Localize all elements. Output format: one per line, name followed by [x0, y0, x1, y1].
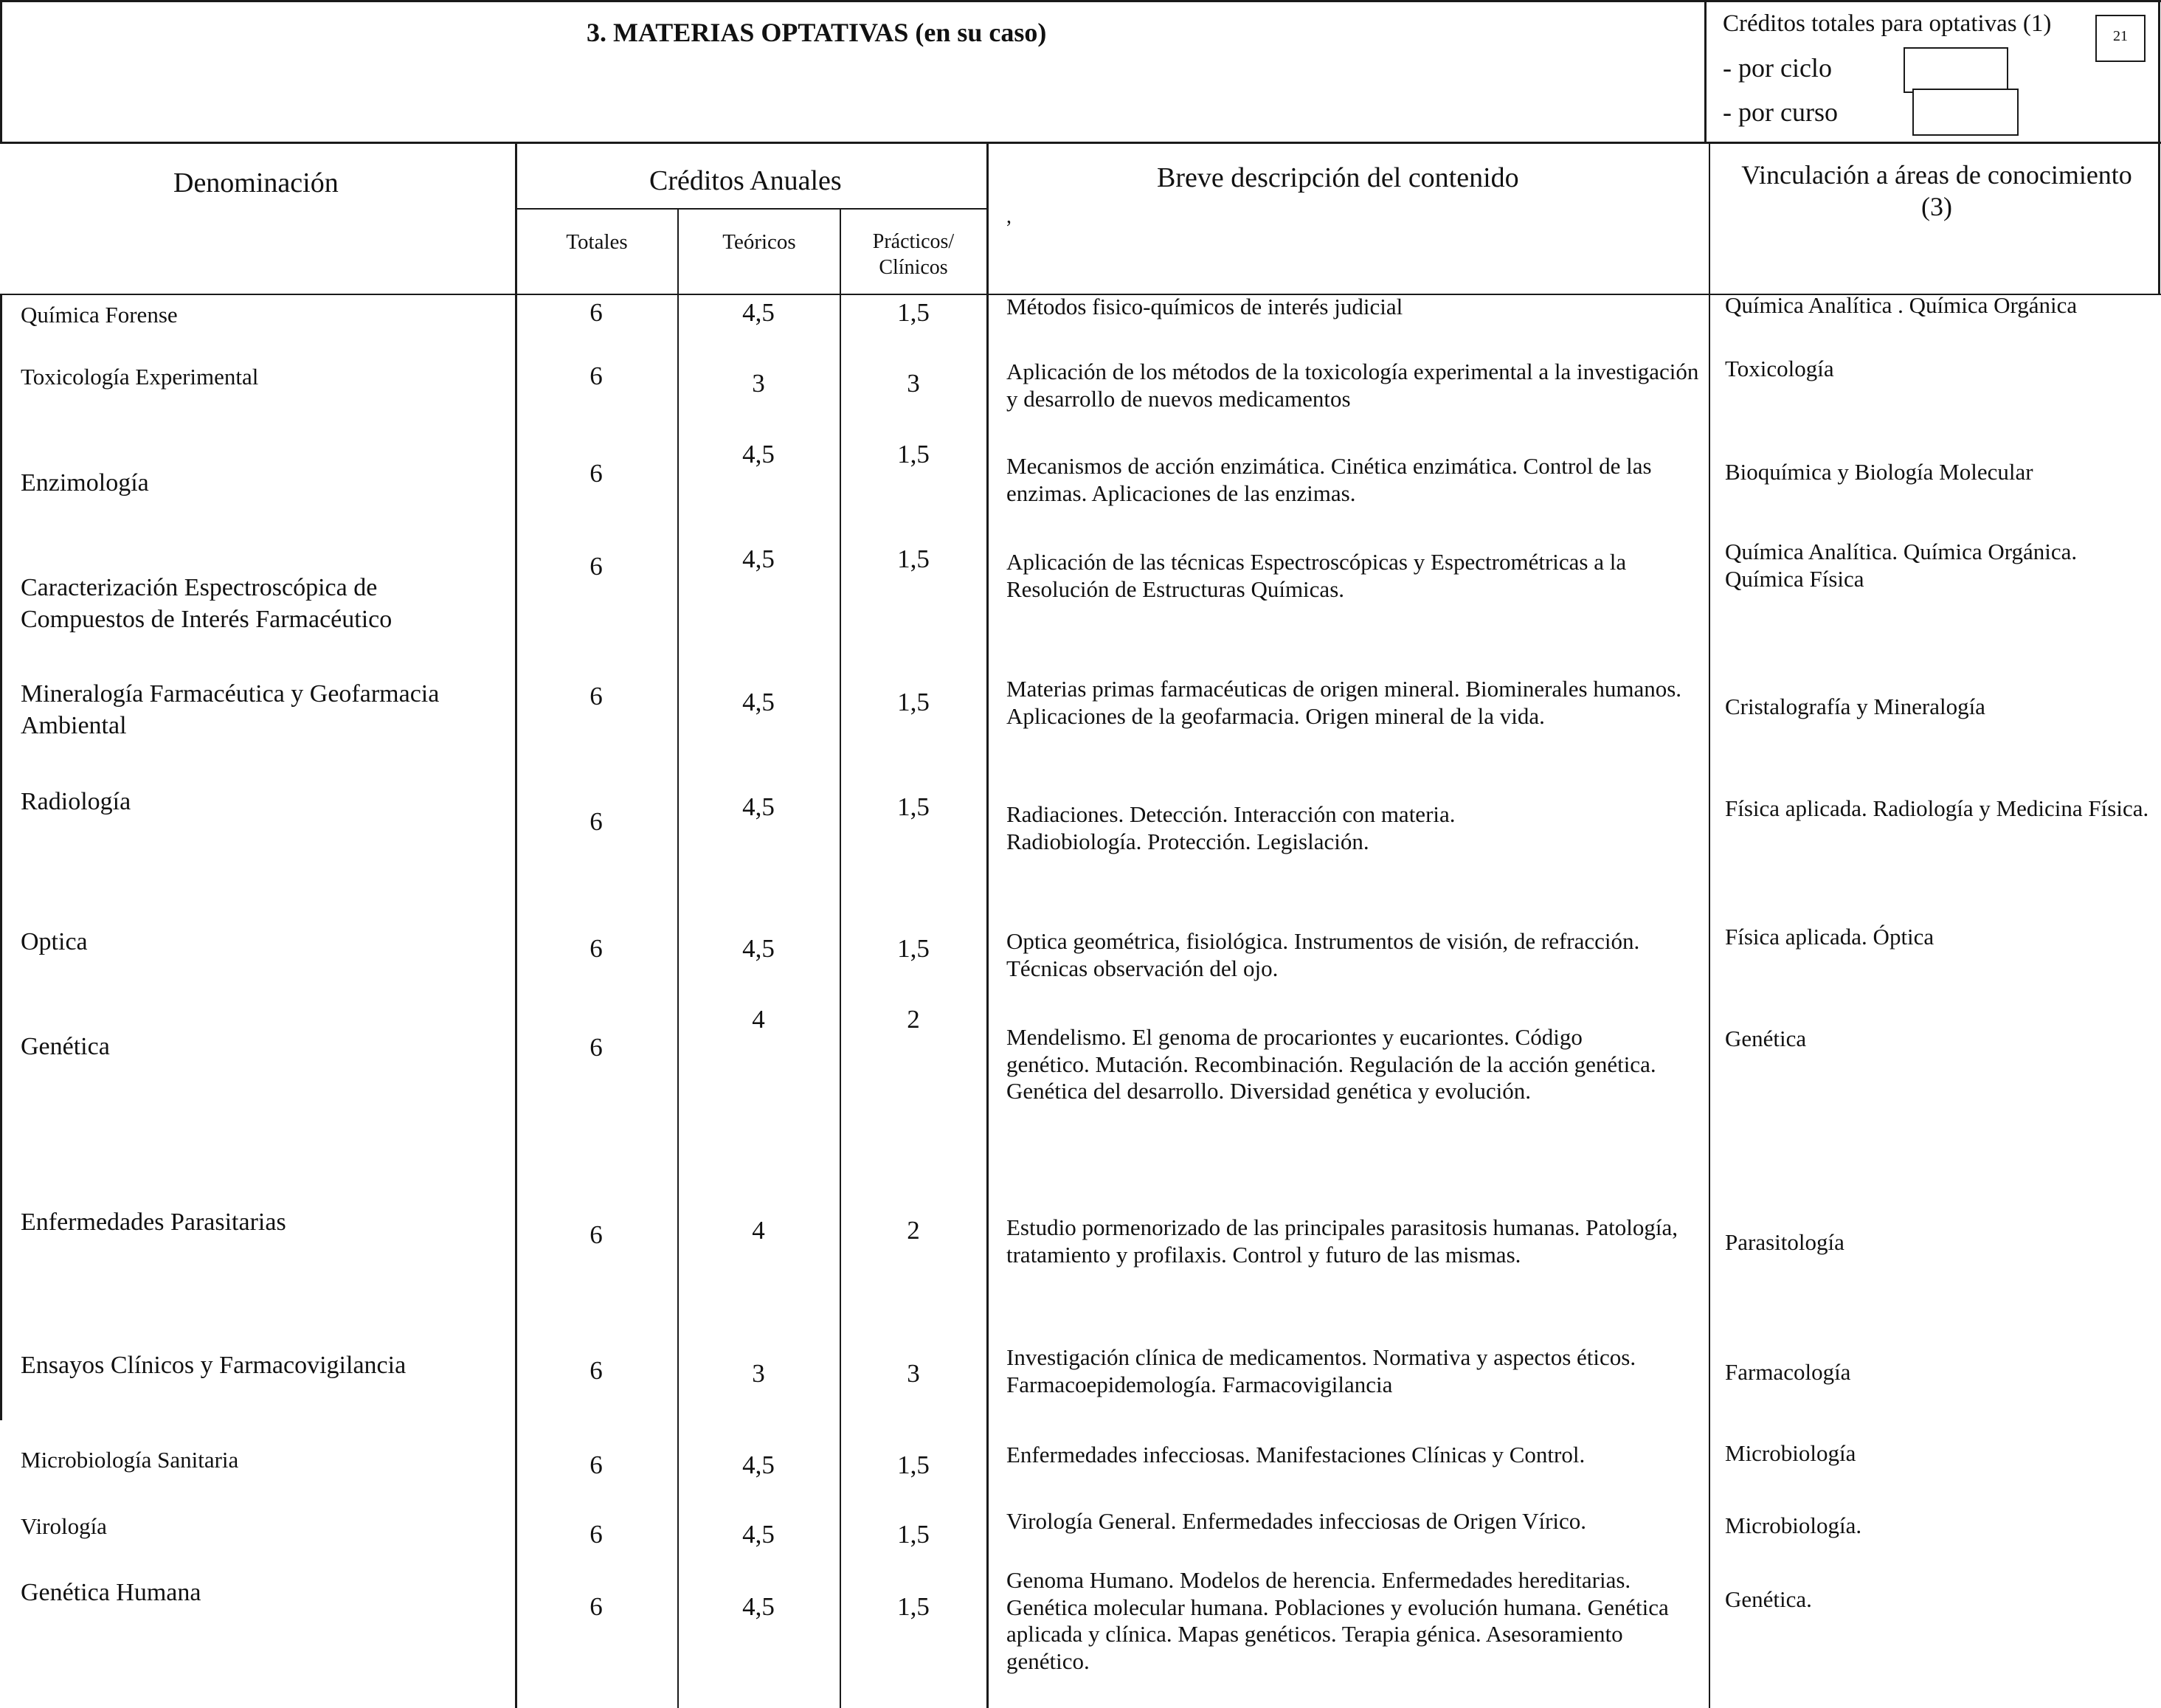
- row-7-teoricos: 4,5: [742, 934, 775, 963]
- row-12-descripcion: Virología General. Enfermedades infecciosas de Origen Vírico.: [1006, 1508, 1587, 1534]
- row-9-teoricos: 4: [752, 1216, 765, 1245]
- col-header-descripcion: Breve descripción del contenido: [1157, 162, 1519, 193]
- row-1-teoricos: 4,5: [742, 298, 775, 327]
- row-10-practicos: 3: [907, 1359, 920, 1388]
- col-header-vinculacion: [1719, 159, 2154, 223]
- row-8-practicos: 2: [907, 1005, 920, 1034]
- row-5-totales: 6: [589, 682, 603, 710]
- row-3-teoricos: 4,5: [742, 440, 775, 469]
- col-header-teoricos: Teóricos: [722, 230, 796, 254]
- row-1-name: Química Forense: [21, 302, 178, 328]
- row-8-name: Genética: [21, 1033, 110, 1060]
- credits-total-label: Créditos totales para optativas (1): [1723, 10, 2052, 37]
- col-header-denominacion: Denominación: [173, 167, 339, 198]
- left-border-lower: [0, 295, 2, 1420]
- row-5-area: Cristalografía y Mineralogía: [1725, 694, 1985, 719]
- row-13-area: Genética.: [1725, 1586, 1812, 1612]
- row-8-totales: 6: [589, 1033, 603, 1062]
- row-3-area: Bioquímica y Biología Molecular: [1725, 459, 2033, 485]
- creditos-anuales-rule: [515, 208, 987, 210]
- row-12-practicos: 1,5: [897, 1520, 930, 1549]
- row-4-teoricos: 4,5: [742, 544, 775, 573]
- stray-mark: ,: [1006, 205, 1012, 228]
- row-11-area: Microbiología: [1725, 1440, 1856, 1466]
- row-2-name: Toxicología Experimental: [21, 364, 259, 390]
- row-12-totales: 6: [589, 1520, 603, 1549]
- row-7-practicos: 1,5: [897, 934, 930, 963]
- row-13-descripcion: Genoma Humano. Modelos de herencia. Enfermedades hereditarias. Genética molecular humana. Poblaciones y evolución humana. Genética aplicada y clínica. Mapas genéticos. Terapia génica. Asesoramiento genético.: [1006, 1567, 1669, 1674]
- header-bottom-line: [0, 142, 2161, 144]
- row-2-practicos: 3: [907, 369, 920, 398]
- row-7-totales: 6: [589, 934, 603, 963]
- row-5-practicos: 1,5: [897, 688, 930, 716]
- row-2-teoricos: 3: [752, 369, 765, 398]
- row-4-descripcion: Aplicación de las técnicas Espectroscópicas y Espectrométricas a la Resolución de Estructuras Químicas.: [1006, 549, 1627, 602]
- row-4-practicos: 1,5: [897, 544, 930, 573]
- row-10-area: Farmacología: [1725, 1359, 1851, 1385]
- row-2-descripcion: Aplicación de los métodos de la toxicología experimental a la investigación y desarrollo de nuevos medicamentos: [1006, 359, 1699, 412]
- row-1-descripcion: Métodos fisico-químicos de interés judicial: [1006, 294, 1403, 319]
- row-6-totales: 6: [589, 807, 603, 836]
- row-7-name: Optica: [21, 928, 88, 955]
- row-10-name: Ensayos Clínicos y Farmacovigilancia: [21, 1352, 407, 1379]
- col-header-creditos-anuales: Créditos Anuales: [649, 165, 842, 196]
- left-border-top: [0, 0, 2, 142]
- top-border: [0, 0, 2161, 2]
- row-4-area: Química Analítica. Química Orgánica. Química Física: [1725, 539, 2078, 592]
- col-line-2: [677, 208, 679, 1708]
- row-2-area: Toxicología: [1725, 356, 1834, 381]
- row-11-totales: 6: [589, 1451, 603, 1479]
- row-6-teoricos: 4,5: [742, 792, 775, 821]
- row-13-teoricos: 4,5: [742, 1592, 775, 1621]
- row-1-totales: 6: [589, 298, 603, 327]
- row-11-teoricos: 4,5: [742, 1451, 775, 1479]
- row-7-descripcion: Optica geométrica, fisiológica. Instrumentos de visión, de refracción. Técnicas observación del ojo.: [1006, 928, 1640, 981]
- header-divider-vertical: [1704, 0, 1707, 142]
- row-8-teoricos: 4: [752, 1005, 765, 1034]
- row-10-teoricos: 3: [752, 1359, 765, 1388]
- row-11-practicos: 1,5: [897, 1451, 930, 1479]
- row-9-descripcion: Estudio pormenorizado de las principales parasitosis humanas. Patología, tratamiento y profilaxis. Control y futuro de las mismas.: [1006, 1214, 1678, 1268]
- col-header-totales: Totales: [566, 230, 628, 254]
- row-12-area: Microbiología.: [1725, 1512, 1862, 1538]
- row-3-totales: 6: [589, 459, 603, 488]
- row-7-area: Física aplicada. Óptica: [1725, 924, 1934, 950]
- credits-total-box: [2095, 15, 2146, 62]
- col-header-practicos: Prácticos/ Clínicos: [872, 230, 955, 279]
- row-12-name: Virología: [21, 1513, 107, 1539]
- row-9-practicos: 2: [907, 1216, 920, 1245]
- col-line-5: [1709, 142, 1710, 1708]
- row-6-descripcion: Radiaciones. Detección. Interacción con materia. Radiobiología. Protección. Legislación.: [1006, 801, 1456, 854]
- por-ciclo-label: - por ciclo: [1723, 53, 1832, 83]
- row-6-practicos: 1,5: [897, 792, 930, 821]
- row-8-area: Genética: [1725, 1026, 1807, 1051]
- row-1-practicos: 1,5: [897, 298, 930, 327]
- row-10-totales: 6: [589, 1356, 603, 1385]
- row-12-teoricos: 4,5: [742, 1520, 775, 1549]
- row-11-name: Microbiología Sanitaria: [21, 1447, 239, 1473]
- col-line-1: [515, 142, 517, 1708]
- col-header-vinculacion-note: (3): [1921, 192, 1952, 222]
- por-curso-label: - por curso: [1723, 97, 1838, 127]
- row-3-practicos: 1,5: [897, 440, 930, 469]
- row-9-totales: 6: [589, 1220, 603, 1249]
- row-4-name: Caracterización Espectroscópica de Compuestos de Interés Farmacéutico: [21, 574, 393, 633]
- row-13-practicos: 1,5: [897, 1592, 930, 1621]
- col-header-vinculacion-text: Vinculación a áreas de conocimiento: [1741, 160, 2132, 190]
- por-ciclo-box: [1904, 47, 2008, 93]
- row-5-teoricos: 4,5: [742, 688, 775, 716]
- row-9-area: Parasitología: [1725, 1229, 1844, 1255]
- row-6-name: Radiología: [21, 788, 131, 815]
- row-13-name: Genética Humana: [21, 1579, 201, 1606]
- row-13-totales: 6: [589, 1592, 603, 1621]
- section-title: 3. MATERIAS OPTATIVAS (en su caso): [587, 18, 1047, 47]
- row-6-area: Física aplicada. Radiología y Medicina Física.: [1725, 795, 2149, 821]
- row-11-descripcion: Enfermedades infecciosas. Manifestaciones Clínicas y Control.: [1006, 1442, 1586, 1467]
- col-line-4: [986, 142, 989, 1708]
- right-border: [2158, 0, 2160, 295]
- credits-total-value: 21: [2113, 28, 2128, 44]
- row-1-area: Química Analítica . Química Orgánica: [1725, 292, 2078, 318]
- row-10-descripcion: Investigación clínica de medicamentos. Normativa y aspectos éticos. Farmacoepidemología. Farmacovigilancia: [1006, 1344, 1636, 1397]
- row-3-descripcion: Mecanismos de acción enzimática. Cinética enzimática. Control de las enzimas. Aplicaciones de las enzimas.: [1006, 453, 1652, 506]
- col-line-3: [840, 208, 841, 1708]
- row-2-totales: 6: [589, 362, 603, 390]
- row-5-name: Mineralogía Farmacéutica y Geofarmacia Ambiental: [21, 680, 440, 739]
- row-3-name: Enzimología: [21, 469, 149, 497]
- row-9-name: Enfermedades Parasitarias: [21, 1209, 286, 1236]
- row-5-descripcion: Materias primas farmacéuticas de origen mineral. Biominerales humanos. Aplicaciones de la geofarmacia. Origen mineral de la vida.: [1006, 676, 1682, 729]
- row-8-descripcion: Mendelismo. El genoma de procariontes y eucariontes. Código genético. Mutación. Recombinación. Regulación de la acción genética. Genética del desarrollo. Diversidad genética y evolución.: [1006, 1024, 1656, 1104]
- por-curso-box: [1912, 89, 2019, 136]
- row-4-totales: 6: [589, 552, 603, 581]
